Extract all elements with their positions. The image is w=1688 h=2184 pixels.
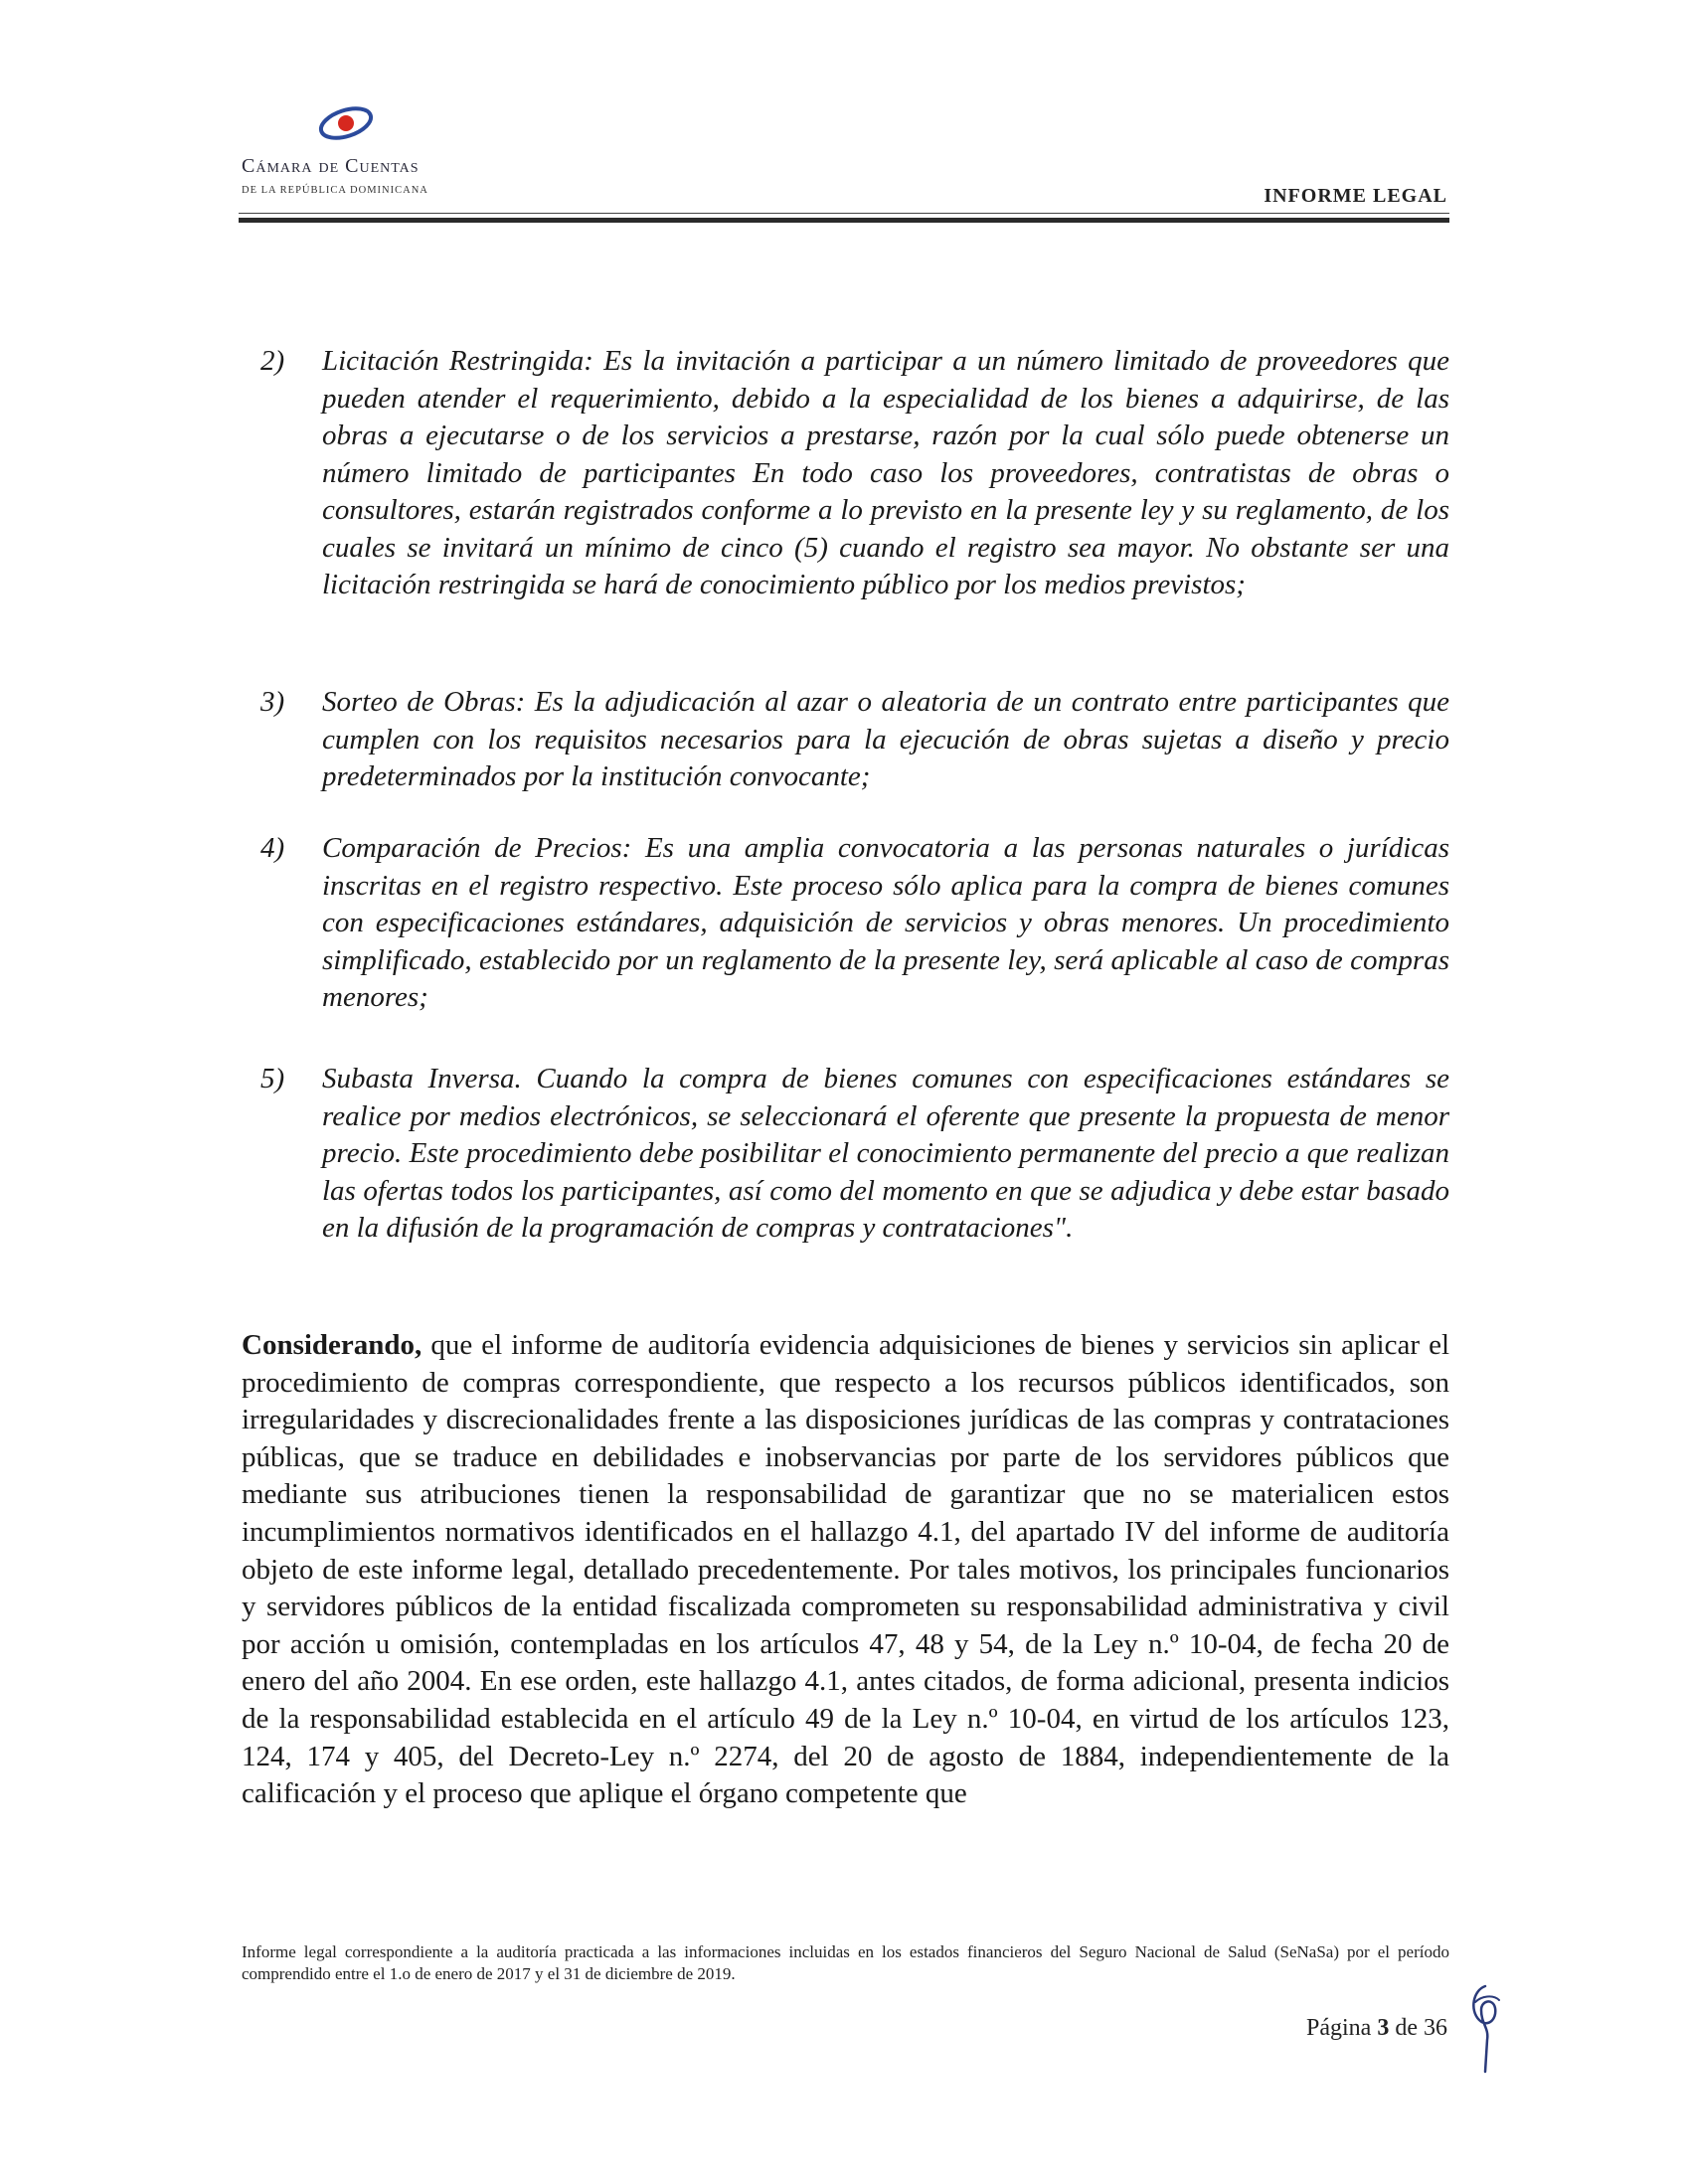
- handwritten-initials-icon: [1465, 1980, 1505, 2080]
- list-item: [260, 343, 1449, 604]
- list-item-number: 3): [260, 686, 285, 718]
- list-item: [260, 830, 1449, 1017]
- document-type: INFORME LEGAL: [1264, 185, 1447, 207]
- footer-note: Informe legal correspondiente a la auditoría practicada a las informaciones incluidas en los estados financieros del Seguro Nacional de Salud (SeNaSa) por el período comprendido entre el 1.o de enero de 2017 y el 31 de diciembre de 2019.: [242, 1942, 1449, 1983]
- list-item-text: Comparación de Precios: Es una amplia convocatoria a las personas naturales o jurídicas inscritas en el registro respectivo. Este proceso sólo aplica para la compra de bienes comunes con especificaciones estándares, adquisición de servicios y obras menores. Un procedimiento simplificado, establecido por un reglamento de la presente ley, será aplicable al caso de compras menores;: [322, 832, 1449, 1013]
- list-item-number: 4): [260, 832, 285, 864]
- considerando-lead: Considerando,: [242, 1329, 422, 1361]
- header-rule-thin: [239, 213, 1449, 214]
- considerando-text: que el informe de auditoría evidencia adquisiciones de bienes y servicios sin aplicar el procedimiento de compras correspondiente, que respecto a los recursos públicos identificados, son irregularidades y discrecionalidades frente a las disposiciones jurídicas de las compras y contrataciones públicas, que se traduce en debilidades e inobservancias por parte de los servidores públicos que mediante sus atribuciones tienen la responsabilidad de garantizar que no se materialicen estos incumplimientos normativos identificados en el hallazgo 4.1, del apartado IV del informe de auditoría objeto de este informe legal, detallado precedentemente. Por tales motivos, los principales funcionarios y servidores públicos de la entidad fiscalizada comprometen su responsabilidad administrativa y civil por acción u omisión, contempladas en los artículos 47, 48 y 54, de la Ley n.º 10-04, de fecha 20 de enero del año 2004. En ese orden, este hallazgo 4.1, antes citados, de forma adicional, presenta indicios de la responsabilidad establecida en el artículo 49 de la Ley n.º 10-04, en virtud de los artículos 123, 124, 174 y 405, del Decreto-Ley n.º 2274, del 20 de agosto de 1884, independientemente de la calificación y el proceso que aplique el órgano competente que: [242, 1329, 1449, 1810]
- list-item-number: 5): [260, 1063, 285, 1094]
- list-item-text: Subasta Inversa. Cuando la compra de bienes comunes con especificaciones estándares se realice por medios electrónicos, se seleccionará el oferente que presente la propuesta de menor precio. Este procedimiento debe posibilitar el conocimiento permanente del precio a que realizan las ofertas todos los participantes, así como del momento en que se adjudica y debe estar basado en la difusión de la programación de compras y contrataciones".: [322, 1063, 1449, 1244]
- org-name: Cámara de Cuentas: [242, 155, 420, 177]
- list-item: [260, 1061, 1449, 1248]
- list-item: [260, 684, 1449, 796]
- page-total: 36: [1424, 2015, 1447, 2041]
- header-rule-thick: [239, 218, 1449, 223]
- list-item-text: Sorteo de Obras: Es la adjudicación al azar o aleatoria de un contrato entre participantes que cumplen con los requisitos necesarios para la ejecución de obras sujetas a diseño y precio predeterminados por la institución convocante;: [322, 686, 1449, 792]
- page-number: [1306, 2015, 1447, 2042]
- list-item-text: Licitación Restringida: Es la invitación a participar a un número limitado de proveedores que pueden atender el requerimiento, debido a la especialidad de los bienes a adquirirse, de las obras a ejecutarse o de los servicios a prestarse, razón por la cual sólo puede obtenerse un número limitado de participantes En todo caso los proveedores, contratistas de obras o consultores, estarán registrados conforme a lo previsto en la presente ley y su reglamento, de los cuales se invitará un mínimo de cinco (5) cuando el registro sea mayor. No obstante ser una licitación restringida se hará de conocimiento público por los medios previstos;: [322, 345, 1449, 600]
- page-current: 3: [1377, 2015, 1390, 2041]
- page-of: de: [1395, 2015, 1418, 2041]
- camara-de-cuentas-logo-icon: [316, 99, 376, 147]
- list-item-number: 2): [260, 345, 285, 377]
- page-label: Página: [1306, 2015, 1372, 2041]
- considerando-paragraph: [242, 1327, 1449, 1813]
- org-subtitle: DE LA REPÚBLICA DOMINICANA: [242, 185, 428, 196]
